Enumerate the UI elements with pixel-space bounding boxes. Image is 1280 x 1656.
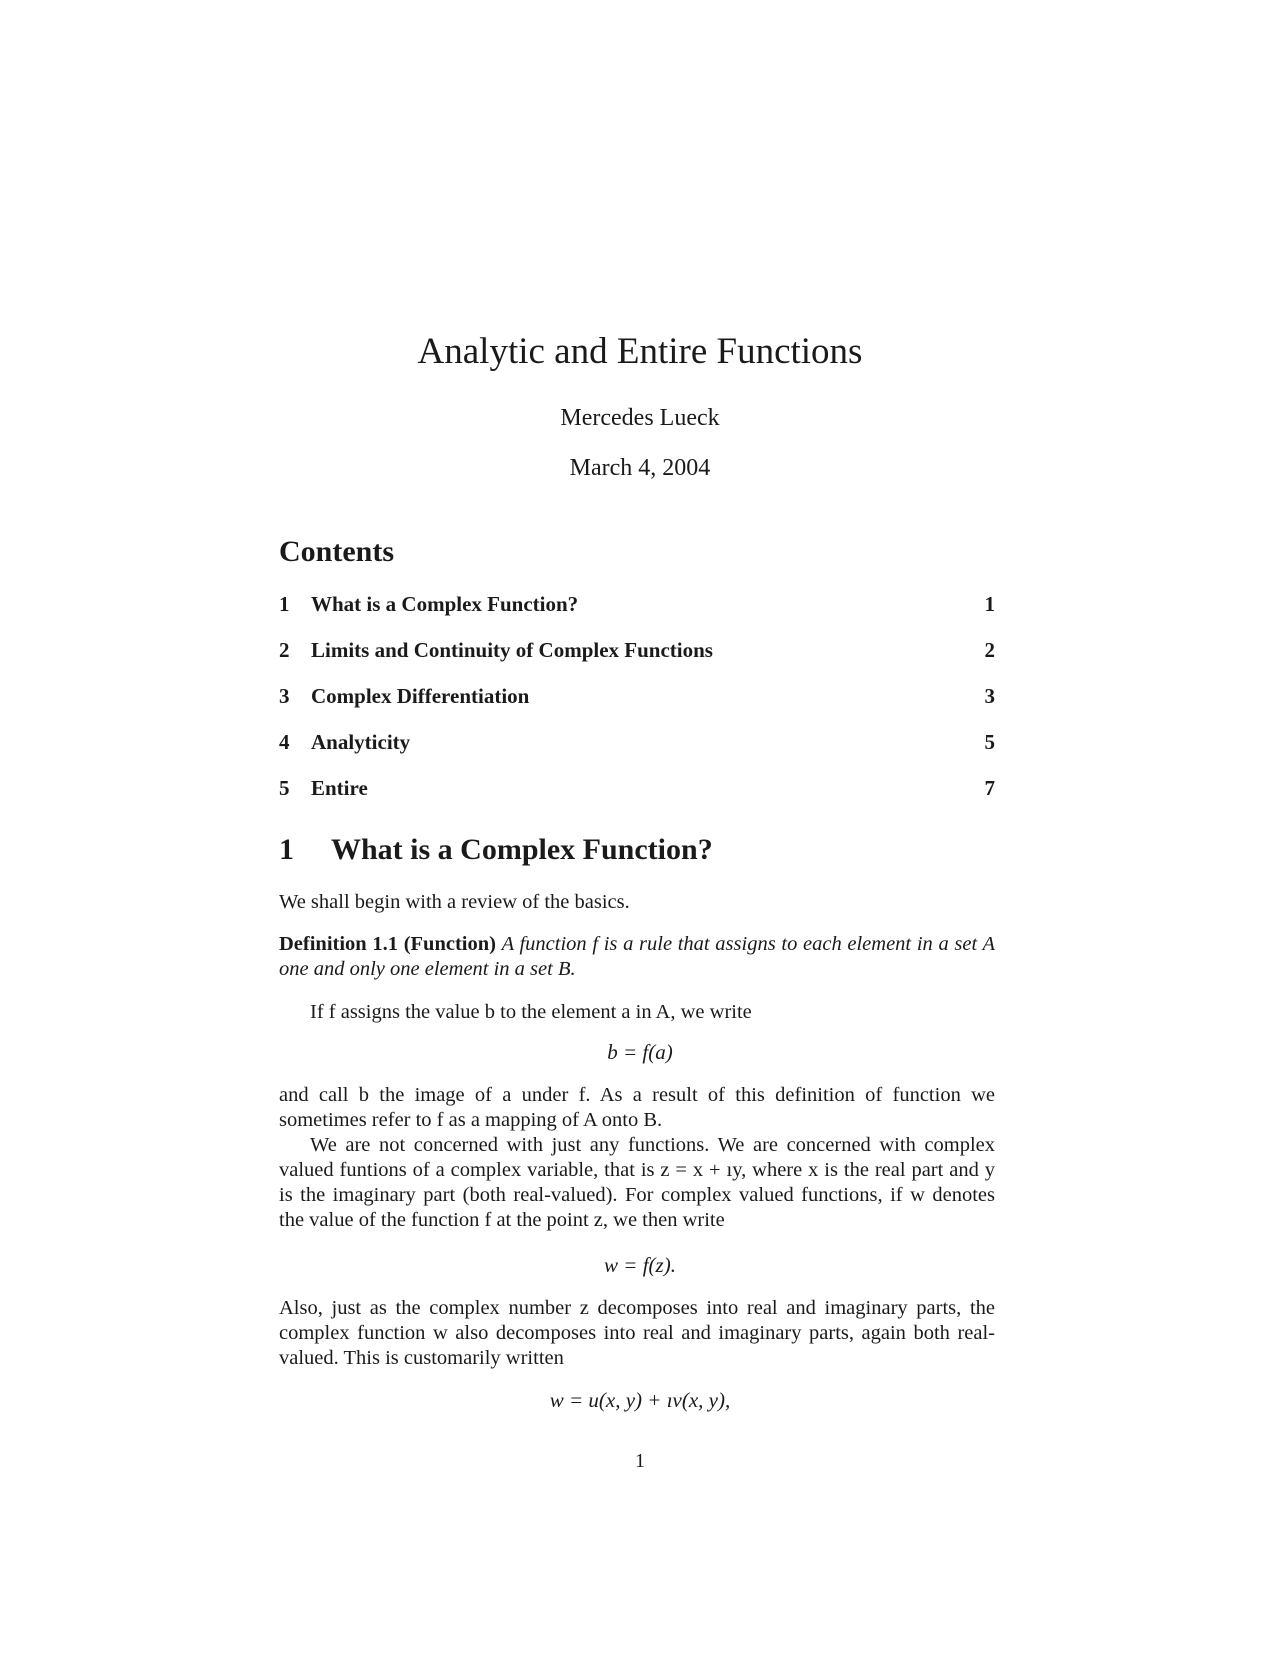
toc-label: Limits and Continuity of Complex Functions (311, 638, 713, 662)
toc-label: Entire (311, 776, 368, 800)
paragraph: and call b the image of a under f. As a result of this definition of function we sometimes refer to f as a mapping of A onto B. (279, 1084, 995, 1131)
section-heading (279, 833, 995, 867)
contents-heading: Contents (279, 535, 395, 568)
paragraph: If f assigns the value b to the element a in A, we write (310, 1001, 752, 1023)
equation: w = f(z). (604, 1253, 676, 1277)
definition-heading: Definition 1.1 (Function) (279, 933, 496, 955)
toc-entry[interactable] (279, 592, 995, 622)
intro-paragraph: We shall begin with a review of the basics. (279, 891, 630, 913)
definition-body: A function f is a rule that assigns to each element in a set A one and only one element in a set B. (279, 933, 995, 980)
toc-number: 5 (279, 776, 290, 800)
toc-page: 5 (984, 730, 995, 754)
section-number: 1 (279, 833, 294, 866)
toc-label: Analyticity (311, 730, 411, 754)
toc-page: 3 (984, 684, 995, 708)
document-title: Analytic and Entire Functions (417, 331, 863, 372)
toc-page: 7 (984, 776, 995, 800)
toc-entry[interactable] (279, 638, 995, 668)
toc-number: 4 (279, 730, 290, 754)
section-title: What is a Complex Function? (331, 833, 713, 866)
toc-entry[interactable] (279, 730, 995, 760)
toc-entry[interactable] (279, 776, 995, 806)
toc-number: 1 (279, 592, 290, 616)
toc-number: 2 (279, 638, 290, 662)
toc-label: What is a Complex Function? (311, 592, 579, 616)
toc-page: 1 (984, 592, 995, 616)
toc-page: 2 (984, 638, 995, 662)
definition-block (279, 932, 995, 982)
toc-number: 3 (279, 684, 290, 708)
paragraph: We are not concerned with just any functions. We are concerned with complex valued funtions of a complex variable, that is z = x + ıy, where x is the real part and y is the imaginary part (both real-valued). For complex valued functions, if w denotes the value of the function f at the point z, we then write (279, 1134, 995, 1231)
document-author: Mercedes Lueck (560, 405, 720, 431)
document-date: March 4, 2004 (569, 455, 711, 481)
equation: b = f(a) (607, 1040, 673, 1064)
equation: w = u(x, y) + ıv(x, y), (549, 1388, 731, 1412)
toc-label: Complex Differentiation (311, 684, 530, 708)
page-number: 1 (635, 1450, 645, 1472)
toc-entry[interactable] (279, 684, 995, 714)
paragraph: Also, just as the complex number z decomposes into real and imaginary parts, the complex function w also decomposes into real and imaginary parts, again both real-valued. This is customarily written (279, 1297, 995, 1369)
